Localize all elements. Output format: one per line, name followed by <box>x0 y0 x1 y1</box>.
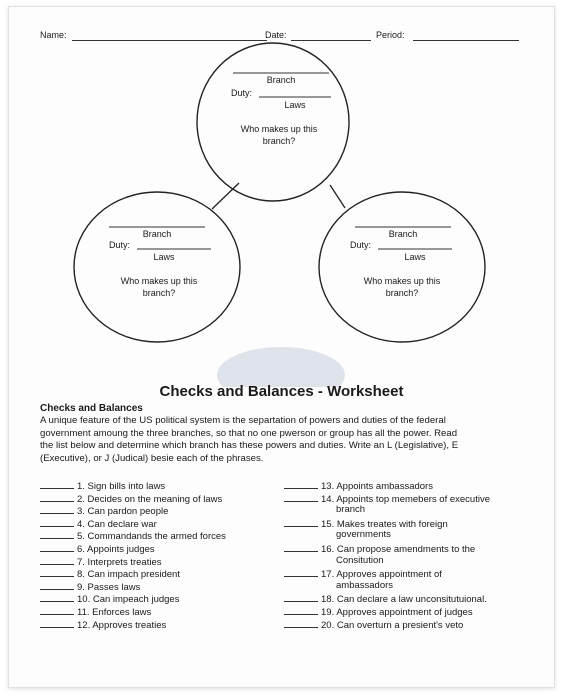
list-item[interactable]: 14. Appoints top memebers of executive <box>284 492 490 505</box>
list-item[interactable]: 7. Interprets treaties <box>40 555 161 568</box>
right-duty-label: Duty: <box>350 240 372 250</box>
answer-blank[interactable] <box>284 592 318 602</box>
answer-blank[interactable] <box>40 605 74 615</box>
list-item[interactable]: 6. Appoints judges <box>40 542 155 555</box>
answer-blank[interactable] <box>284 479 318 489</box>
connector-right <box>330 185 345 208</box>
worksheet-title: Checks and Balances - Worksheet <box>159 383 404 400</box>
capitol-watermark <box>217 347 345 387</box>
answer-blank[interactable] <box>40 504 74 514</box>
answer-blank[interactable] <box>284 542 318 552</box>
instructions-paragraph <box>40 415 532 465</box>
answer-blank[interactable] <box>284 618 318 628</box>
right-circle <box>319 192 485 342</box>
answer-blank[interactable] <box>40 567 74 577</box>
top-question: Who makes up this <box>240 124 318 134</box>
date-label: Date: <box>265 30 287 40</box>
list-item-continuation: governments <box>336 529 391 541</box>
list-item[interactable]: 5. Commandands the armed forces <box>40 529 226 542</box>
paragraph-line: the list below and determine which branch has these powers and duties. Write an L (Legislative), E <box>40 440 459 451</box>
answer-blank[interactable] <box>284 605 318 615</box>
answer-blank[interactable] <box>40 529 74 539</box>
answer-blank[interactable] <box>40 492 74 502</box>
left-branch-label: Branch <box>142 229 172 239</box>
list-item[interactable]: 1. Sign bills into laws <box>40 479 165 492</box>
answer-blank[interactable] <box>40 517 74 527</box>
connector-left <box>212 183 239 209</box>
paragraph-line: A unique feature of the US political system is the separtation of powers and duties of the federal <box>40 415 446 426</box>
top-circle <box>197 43 349 201</box>
top-question-cont: branch? <box>262 136 296 146</box>
list-item[interactable]: 18. Can declare a law unconsitutuional. <box>284 592 487 605</box>
list-item-continuation: ambassadors <box>336 579 394 591</box>
right-question: Who makes up this <box>363 276 441 286</box>
right-question-cont: branch? <box>385 288 419 298</box>
top-duty-label: Duty: <box>231 88 253 98</box>
list-item[interactable]: 19. Approves appointment of judges <box>284 605 473 618</box>
period-label: Period: <box>376 30 405 40</box>
top-laws-label: Laws <box>284 100 306 110</box>
list-item[interactable]: 15. Makes treates with foreign <box>284 517 448 530</box>
answer-blank[interactable] <box>284 567 318 577</box>
answer-blank[interactable] <box>284 517 318 527</box>
answer-blank[interactable] <box>40 542 74 552</box>
list-item[interactable]: 8. Can impach president <box>40 567 180 580</box>
right-branch-label: Branch <box>388 229 418 239</box>
answer-blank[interactable] <box>40 479 74 489</box>
list-item[interactable]: 10. Can impeach judges <box>40 592 179 605</box>
list-item[interactable]: 17. Approves appointment of <box>284 567 442 580</box>
list-item[interactable]: 13. Appoints ambassadors <box>284 479 433 492</box>
name-label: Name: <box>40 30 67 40</box>
list-item-continuation: Consitution <box>336 554 384 566</box>
list-item[interactable]: 12. Approves treaties <box>40 618 166 631</box>
paragraph-line: (Executive), or J (Judical) besie each of the phrases. <box>40 452 264 464</box>
answer-blank[interactable] <box>284 492 318 502</box>
left-question: Who makes up this <box>120 276 198 286</box>
answer-blank[interactable] <box>40 618 74 628</box>
list-item[interactable]: 2. Decides on the meaning of laws <box>40 492 222 505</box>
list-item[interactable]: 3. Can pardon people <box>40 504 168 517</box>
list-item[interactable]: 16. Can propose amendments to the <box>284 542 475 555</box>
worksheet-subtitle: Checks and Balances <box>40 403 143 414</box>
answer-blank[interactable] <box>40 580 74 590</box>
list-item[interactable]: 11. Enforces laws <box>40 605 151 618</box>
branches-diagram <box>9 7 554 387</box>
paragraph-line: government amoung the three branches, so that no one pwerson or group has all the power. Read <box>40 427 458 439</box>
list-item[interactable]: 4. Can declare war <box>40 517 157 530</box>
answer-blank[interactable] <box>40 592 74 602</box>
list-item[interactable]: 9. Passes laws <box>40 580 140 593</box>
left-laws-label: Laws <box>153 252 175 262</box>
left-circle <box>74 192 240 342</box>
left-duty-label: Duty: <box>109 240 131 250</box>
left-question-cont: branch? <box>142 288 176 298</box>
top-branch-label: Branch <box>266 75 296 85</box>
list-item-continuation: branch <box>336 504 366 516</box>
right-laws-label: Laws <box>404 252 426 262</box>
answer-blank[interactable] <box>40 555 74 565</box>
worksheet-page <box>8 6 555 688</box>
list-item[interactable]: 20. Can overturn a presient's veto <box>284 618 463 631</box>
